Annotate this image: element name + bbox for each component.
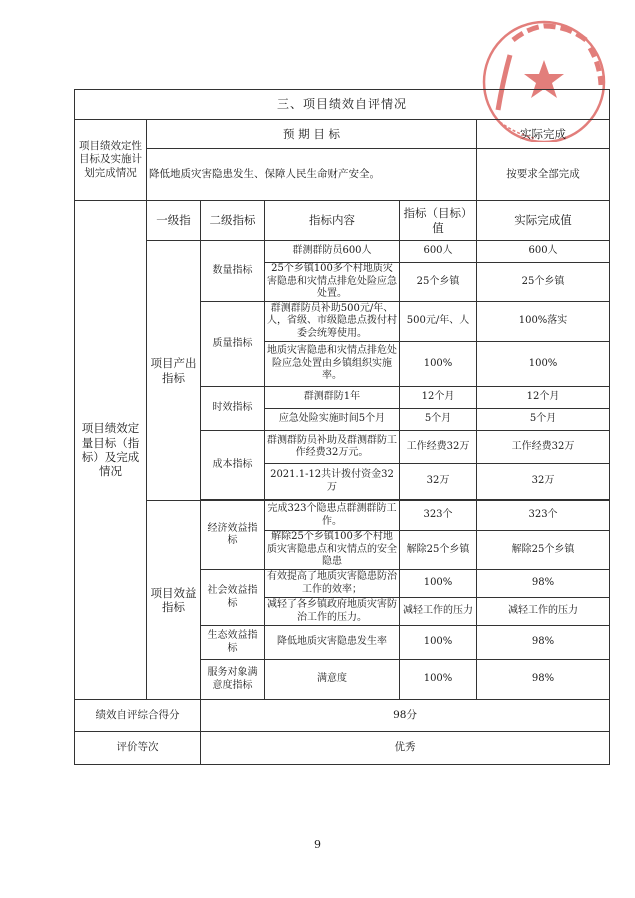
expected-goal-header: 预 期 目 标 xyxy=(147,120,477,149)
indicator-target: 32万 xyxy=(400,464,477,500)
header-level2: 二级指标 xyxy=(201,201,265,241)
indicator-target: 500元/年、人 xyxy=(400,302,477,342)
indicator-actual: 98% xyxy=(477,626,610,660)
indicator-target: 100% xyxy=(400,570,477,598)
grade-label: 评价等次 xyxy=(75,732,201,765)
indicator-actual: 600人 xyxy=(477,241,610,263)
indicator-target: 600人 xyxy=(400,241,477,263)
header-target: 指标（目标）值 xyxy=(400,201,477,241)
page-number: 9 xyxy=(314,838,321,851)
indicator-target: 100% xyxy=(400,342,477,387)
indicator-content: 群测群防1年 xyxy=(265,387,400,409)
indicator-content: 25个乡镇100多个村地质灾害隐患和灾情点排危处险应急处置。 xyxy=(265,263,400,302)
indicator-target: 5个月 xyxy=(400,409,477,431)
indicator-actual: 98% xyxy=(477,570,610,598)
indicator-actual: 解除25个乡镇 xyxy=(477,531,610,570)
indicator-content: 降低地质灾害隐患发生率 xyxy=(265,626,400,660)
indicator-actual: 323个 xyxy=(477,501,610,531)
satisfaction-category: 服务对象满意度指标 xyxy=(201,660,265,700)
economic-category: 经济效益指标 xyxy=(201,501,265,570)
indicator-content: 完成323个隐患点群测群防工作。 xyxy=(265,501,400,531)
time-category: 时效指标 xyxy=(201,387,265,431)
score-label: 绩效自评综合得分 xyxy=(75,700,201,732)
indicator-actual: 32万 xyxy=(477,464,610,500)
indicator-actual: 12个月 xyxy=(477,387,610,409)
score-value: 98分 xyxy=(201,700,610,732)
indicator-target: 解除25个乡镇 xyxy=(400,531,477,570)
quantitative-label: 项目绩效定量目标（指标）及完成情况 xyxy=(75,201,147,700)
header-actual: 实际完成值 xyxy=(477,201,610,241)
indicator-content: 有效提高了地质灾害隐患防治工作的效率； xyxy=(265,570,400,598)
indicator-target: 323个 xyxy=(400,501,477,531)
indicator-actual: 25个乡镇 xyxy=(477,263,610,302)
indicator-content: 减轻了各乡镇政府地质灾害防治工作的压力。 xyxy=(265,598,400,626)
quantity-category: 数量指标 xyxy=(201,241,265,302)
indicator-target: 工作经费32万 xyxy=(400,431,477,464)
indicator-actual: 98% xyxy=(477,660,610,700)
indicator-target: 25个乡镇 xyxy=(400,263,477,302)
indicator-actual: 100% xyxy=(477,342,610,387)
indicator-content: 解除25个乡镇100多个村地质灾害隐患点和灾情点的安全隐患 xyxy=(265,531,400,570)
qualitative-label: 项目绩效定性目标及实施计划完成情况 xyxy=(75,120,147,201)
output-indicators-label: 项目产出指标 xyxy=(147,241,201,501)
eco-category: 生态效益指标 xyxy=(201,626,265,660)
indicator-target: 减轻工作的压力 xyxy=(400,598,477,626)
indicator-content: 群测群防员补助500元/年、人，省级、市级隐患点拨付村委会统筹使用。 xyxy=(265,302,400,342)
cost-category: 成本指标 xyxy=(201,431,265,500)
header-level1: 一级指 xyxy=(147,201,201,241)
indicator-actual: 减轻工作的压力 xyxy=(477,598,610,626)
benefit-indicators-label: 项目效益指标 xyxy=(147,501,201,700)
performance-table xyxy=(74,89,610,765)
indicator-content: 群测群防员补助及群测群防工作经费32万元。 xyxy=(265,431,400,464)
social-category: 社会效益指标 xyxy=(201,570,265,626)
indicator-content: 地质灾害隐患和灾情点排危处险应急处置由乡镇组织实施率。 xyxy=(265,342,400,387)
indicator-content: 应急处险实施时间5个月 xyxy=(265,409,400,431)
indicator-content: 满意度 xyxy=(265,660,400,700)
indicator-actual: 5个月 xyxy=(477,409,610,431)
header-content: 指标内容 xyxy=(265,201,400,241)
indicator-actual: 工作经费32万 xyxy=(477,431,610,464)
section-title: 三、项目绩效自评情况 xyxy=(75,90,610,120)
indicator-target: 100% xyxy=(400,660,477,700)
quality-category: 质量指标 xyxy=(201,302,265,387)
grade-value: 优秀 xyxy=(201,732,610,765)
indicator-actual: 100%落实 xyxy=(477,302,610,342)
indicator-content: 2021.1-12共计拨付资金32万 xyxy=(265,464,400,500)
actual-complete-header: 实际完成 xyxy=(477,120,610,149)
expected-goal-text: 降低地质灾害隐患发生、保障人民生命财产安全。 xyxy=(147,149,477,201)
indicator-content: 群测群防员600人 xyxy=(265,241,400,263)
actual-complete-text: 按要求全部完成 xyxy=(477,149,610,201)
indicator-target: 12个月 xyxy=(400,387,477,409)
indicator-target: 100% xyxy=(400,626,477,660)
